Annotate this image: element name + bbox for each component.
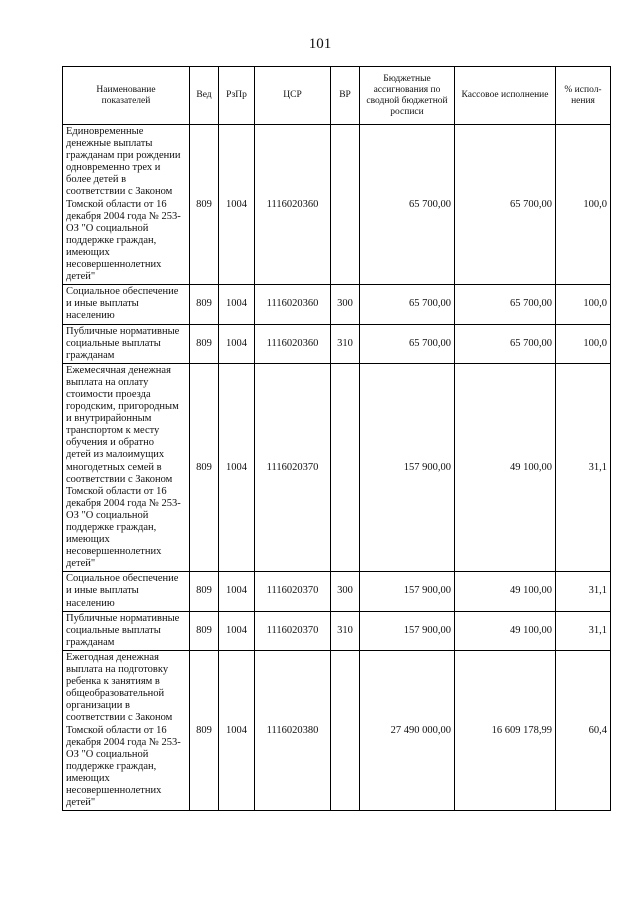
header-rzpr: РзПр	[219, 67, 255, 125]
row-percent: 60,4	[556, 650, 611, 810]
row-ved: 809	[190, 650, 219, 810]
row-percent: 31,1	[556, 611, 611, 650]
table-row	[63, 324, 611, 363]
row-percent: 100,0	[556, 324, 611, 363]
row-ved: 809	[190, 611, 219, 650]
row-csr: 1116020360	[255, 324, 331, 363]
row-name: Публичные нормативные социальные выплаты гражданам	[63, 324, 190, 363]
row-csr: 1116020360	[255, 285, 331, 324]
row-vr: 310	[331, 324, 360, 363]
header-name: Наименование показателей	[63, 67, 190, 125]
row-rzpr: 1004	[219, 285, 255, 324]
row-name: Публичные нормативные социальные выплаты гражданам	[63, 611, 190, 650]
row-budget: 157 900,00	[360, 572, 455, 611]
row-ved: 809	[190, 363, 219, 572]
row-cash: 65 700,00	[455, 285, 556, 324]
row-name: Социальное обеспечение и иные выплаты населению	[63, 572, 190, 611]
row-ved: 809	[190, 125, 219, 285]
row-rzpr: 1004	[219, 125, 255, 285]
table-header-row	[63, 67, 611, 125]
row-name: Социальное обеспечение и иные выплаты населению	[63, 285, 190, 324]
row-percent: 31,1	[556, 363, 611, 572]
row-cash: 49 100,00	[455, 611, 556, 650]
row-name: Ежемесячная денежная выплата на оплату стоимости проезда городским, пригородным и внутрирайонным транспортом к месту обучения и обратно детей из малоимущих многодетных семей в соответствии с Законом Томской области от 16 декабря 2004 года № 253- ОЗ "О социальной поддержке граждан, имеющих несовершеннолетних детей"	[63, 363, 190, 572]
row-csr: 1116020380	[255, 650, 331, 810]
row-cash: 16 609 178,99	[455, 650, 556, 810]
row-cash: 49 100,00	[455, 572, 556, 611]
row-budget: 157 900,00	[360, 363, 455, 572]
row-ved: 809	[190, 572, 219, 611]
header-ved: Вед	[190, 67, 219, 125]
table-row	[63, 572, 611, 611]
row-vr: 310	[331, 611, 360, 650]
row-rzpr: 1004	[219, 572, 255, 611]
row-budget: 65 700,00	[360, 285, 455, 324]
header-budget: Бюджетные ассигнования по сводной бюджетной росписи	[360, 67, 455, 125]
row-rzpr: 1004	[219, 363, 255, 572]
table-row	[63, 611, 611, 650]
header-percent: % испол-нения	[556, 67, 611, 125]
page-number: 101	[308, 36, 332, 52]
header-csr: ЦСР	[255, 67, 331, 125]
table-row	[63, 650, 611, 810]
row-rzpr: 1004	[219, 650, 255, 810]
row-ved: 809	[190, 285, 219, 324]
row-budget: 27 490 000,00	[360, 650, 455, 810]
budget-execution-table	[62, 66, 611, 811]
row-vr: 300	[331, 572, 360, 611]
row-budget: 157 900,00	[360, 611, 455, 650]
header-cash: Кассовое исполнение	[455, 67, 556, 125]
row-percent: 100,0	[556, 125, 611, 285]
row-percent: 100,0	[556, 285, 611, 324]
row-budget: 65 700,00	[360, 324, 455, 363]
row-cash: 49 100,00	[455, 363, 556, 572]
row-csr: 1116020370	[255, 611, 331, 650]
row-budget: 65 700,00	[360, 125, 455, 285]
row-percent: 31,1	[556, 572, 611, 611]
table-row	[63, 125, 611, 285]
table-row	[63, 363, 611, 572]
row-vr	[331, 363, 360, 572]
row-ved: 809	[190, 324, 219, 363]
table-row	[63, 285, 611, 324]
row-csr: 1116020370	[255, 572, 331, 611]
row-vr: 300	[331, 285, 360, 324]
row-name: Ежегодная денежная выплата на подготовку ребенка к занятиям в общеобразовательной организации в соответствии с Законом Томской области от 16 декабря 2004 года № 253- ОЗ "О социальной поддержке граждан, имеющих несовершеннолетних детей"	[63, 650, 190, 810]
header-vr: ВР	[331, 67, 360, 125]
row-vr	[331, 125, 360, 285]
row-csr: 1116020370	[255, 363, 331, 572]
row-rzpr: 1004	[219, 611, 255, 650]
row-name: Единовременные денежные выплаты гражданам при рождении одновременно трех и более детей в соответствии с Законом Томской области от 16 декабря 2004 года № 253- ОЗ "О социальной поддержке граждан, имеющих несовершеннолетних детей"	[63, 125, 190, 285]
row-cash: 65 700,00	[455, 125, 556, 285]
row-rzpr: 1004	[219, 324, 255, 363]
row-csr: 1116020360	[255, 125, 331, 285]
row-vr	[331, 650, 360, 810]
row-cash: 65 700,00	[455, 324, 556, 363]
